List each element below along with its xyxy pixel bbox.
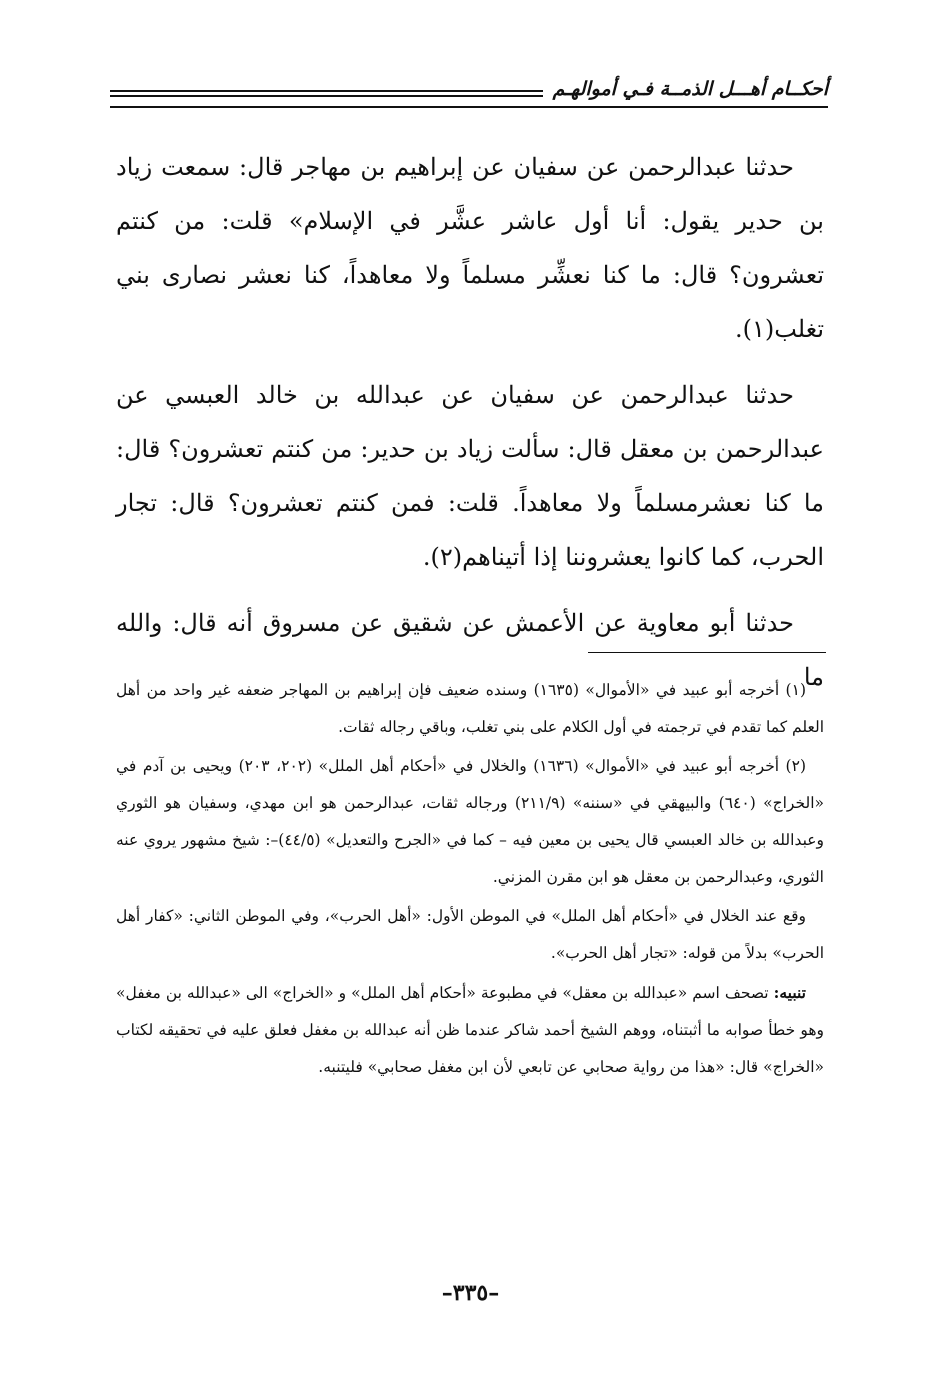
- running-header: [110, 76, 828, 106]
- footnote: وقع عند الخلال في «أحكام أهل الملل» في الموطن الأول: «أهل الحرب»، وفي الموطن الثاني: «كفار أهل الحرب» بدلاً من قوله: «تجار أهل الحرب».: [116, 907, 824, 962]
- footnote-separator: [588, 652, 826, 653]
- header-title: أحكــام أهـــل الذمــة فـي أموالهـم: [543, 76, 828, 102]
- page-number: –٣٣٥–: [441, 1280, 500, 1306]
- footnote: (٢) أخرجه أبو عبيد في «الأموال» (١٦٣٦) والخلال في «أحكام أهل الملل» (٢٠٢، ٢٠٣) ويحيى بن آدم في «الخراج» (٦٤٠) والبيهقي في «سننه» (٢١١/٩) ورجاله ثقات، عبدالرحمن هو ابن مهدي، وسفيان هو الثوري وعبدالله بن خالد العبسي قال يحيى بن معين فيه – كما في «الجرح والتعديل» (٤٤/٥)–: شيخ مشهور يروي عنه الثوري، وعبدالرحمن بن معقل هو ابن مقرن المزني.: [116, 757, 824, 886]
- paragraph: حدثنا عبدالرحمن عن سفيان عن إبراهيم بن مهاجر قال: سمعت زياد بن حدير يقول: أنا أول عاشر عشَّر في الإسلام» قلت: من كنتم تعشرون؟ قال: ما كنا نعشِّر مسلماً ولا معاهداً، كنا نعشر نصارى بني تغلب(١).: [116, 153, 824, 343]
- note-label: تنبيه:: [773, 983, 806, 1002]
- paragraph: حدثنا عبدالرحمن عن سفيان عن عبدالله بن خالد العبسي عن عبدالرحمن بن معقل قال: سألت زياد بن حدير: من كنتم تعشرون؟ قال: ما كنا نعشرمسلماً ولا معاهداً. قلت: فمن كنتم تعشرون؟ قال: تجار الحرب، كما كانوا يعشروننا إذا أتيناهم(٢).: [116, 381, 824, 571]
- main-text: [116, 140, 824, 704]
- footnotes: [116, 672, 824, 1088]
- footnote: (١) أخرجه أبو عبيد في «الأموال» (١٦٣٥) وسنده ضعيف فإن إبراهيم بن المهاجر ضعفه غير واحد من أهل العلم كما تقدم في ترجمته في أول الكلام على بني تغلب، وباقي رجاله ثقات.: [116, 681, 824, 736]
- footnote-note: [116, 974, 824, 1086]
- note-text: تصحف اسم «عبدالله بن معقل» في مطبوعة «أحكام أهل الملل» و «الخراج» الى «عبدالله بن مغفل» وهو خطأ صوابه ما أثبتناه، ووهم الشيخ أحمد شاكر عندما ظن أنه عبدالله بن مغفل فعلق عليه في تحقيقه لكتاب «الخراج» قال: «هذا من رواية صحابي عن تابعي لأن ابن مغفل صحابي» فليتنبه.: [116, 984, 824, 1076]
- paragraph: حدثنا أبو معاوية عن الأعمش عن شقيق عن مسروق أنه قال: والله ما: [116, 609, 824, 691]
- header-underline: [110, 106, 828, 108]
